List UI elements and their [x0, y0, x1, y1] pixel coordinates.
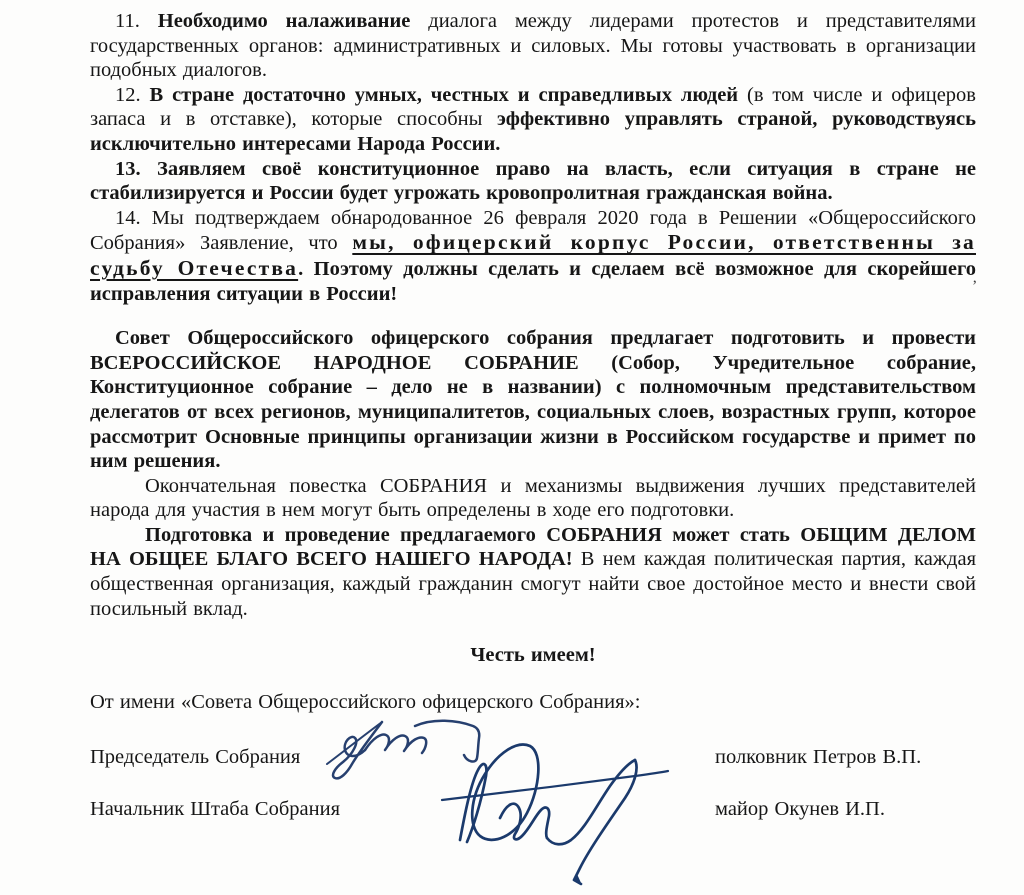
signature-okunev-pen-tip — [574, 874, 582, 885]
text-run: Необходимо налаживание — [157, 10, 411, 32]
text-run: Поэтому должны сделать и сделаем всё возможное для скорейшего исправления ситуации в России! — [90, 257, 977, 305]
text-run: В стране достаточно умных, честных и справедливых людей — [149, 83, 739, 106]
text-run: Окончательная повестка СОБРАНИЯ и механизмы выдвижения лучших представителей народа для участия в нем могут быть определены в ходе его подготовки. — [90, 474, 976, 522]
closing-line: Честь имеем! — [470, 644, 596, 667]
text-run: Подготовка и проведение предлагаемого СОБРАНИЯ может стать ОБЩИМ ДЕЛОМ НА ОБЩЕЕ БЛАГО ВСЕГО НАШЕГО НАРОДА! — [90, 523, 976, 571]
signatory-role: Председатель Собрания — [90, 746, 301, 769]
text-run: В нем каждая политическая партия, каждая общественная организация, каждый гражданин смогут найти свое достойное место и внести свой посильный вклад. — [90, 548, 977, 620]
text-run: 11. — [115, 10, 158, 32]
signatory-name: полковник Петров В.П. — [715, 746, 922, 769]
paragraph-common-cause — [90, 523, 976, 621]
paragraph-11 — [90, 9, 976, 83]
document-paragraphs — [90, 9, 976, 621]
scan-artifact-mark: ’ — [972, 278, 978, 295]
paragraph-13 — [90, 157, 976, 206]
text-run: Совет Общероссийского офицерского собрания предлагает подготовить и провести ВСЕРОССИЙСКОЕ НАРОДНОЕ СОБРАНИЕ (Собор, Учредительное собрание, Конституционное собрание – дело не в названии) с полномочным представительством делегатов от всех регионов, муниципалитетов, социальных слоев, возрастных групп, которое рассмотрит Основные принципы организации жизни в Российском государстве и примет по ним решения. — [90, 327, 976, 473]
text-run: эффективно управлять страной, руководствуясь исключительно интересами Народа России. — [90, 108, 976, 155]
paragraph-12 — [90, 83, 976, 157]
document-body — [90, 9, 976, 822]
text-run: 14. Мы подтверждаем обнародованное 26 февраля 2020 года в Решении «Общероссийского Собрания» Заявление, что — [90, 206, 976, 255]
text-run: (в том числе и офицеров запаса и в отставке), которые способны — [90, 83, 976, 131]
attribution-line: От имени «Совета Общероссийского офицерского Собрания»: — [90, 690, 641, 713]
text-run: . — [298, 257, 314, 280]
signatory-name: майор Окунев И.П. — [715, 798, 885, 821]
text-run: 12. — [115, 83, 150, 106]
text-run: мы, офицерский корпус России, ответственны за судьбу Отечества — [90, 230, 976, 280]
text-run: 13. Заявляем своё конституционное право на власть, если ситуация в стране не стабилизируется и России будет угрожать кровопролитная гражданская война. — [90, 157, 976, 205]
signatory-role: Начальник Штаба Собрания — [90, 798, 340, 821]
signatory-row-chief-of-staff — [90, 797, 976, 822]
signatory-row-chairman — [90, 745, 976, 770]
paragraph-14 — [90, 206, 976, 306]
text-run: диалога между лидерами протестов и представителями государственных органов: административных и силовых. Мы готовы участвовать в организации подобных диалогов. — [90, 10, 976, 82]
paragraph-sobranie-proposal — [90, 326, 976, 474]
paragraph-agenda — [90, 474, 976, 523]
